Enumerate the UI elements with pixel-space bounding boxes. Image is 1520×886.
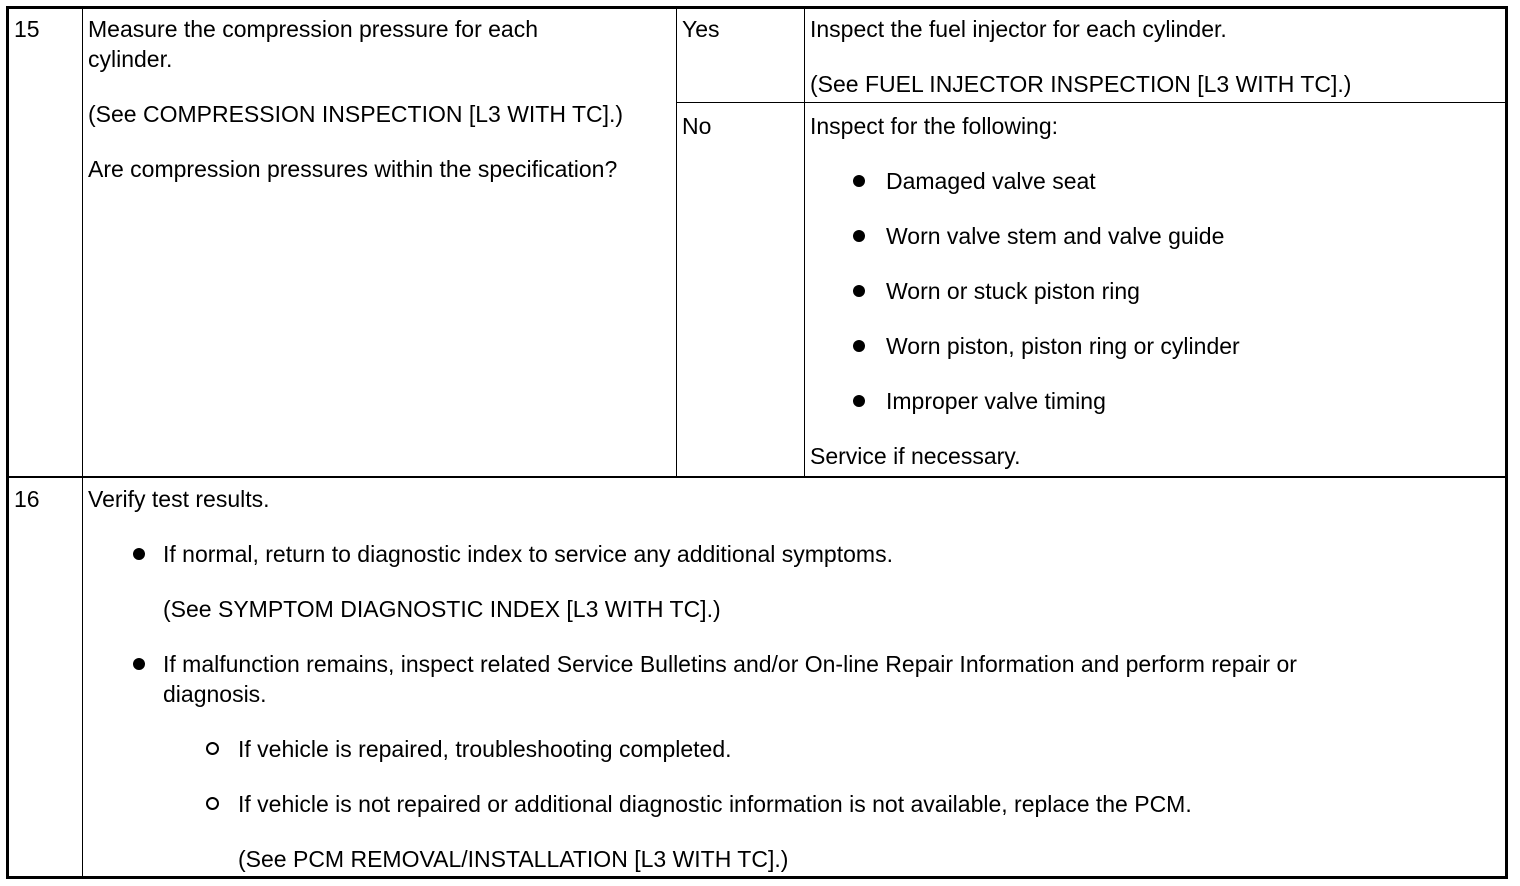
bullet-icon (853, 285, 865, 297)
list-item: Worn valve stem and valve guide (886, 223, 1225, 249)
result-no-label: No (682, 113, 712, 139)
circle-bullet-icon (206, 742, 219, 755)
list-item: Damaged valve seat (886, 168, 1096, 194)
step-column-divider (82, 6, 83, 879)
table-border-right (1505, 6, 1508, 879)
action-text-line2: cylinder. (88, 46, 173, 72)
list-item: Worn or stuck piston ring (886, 278, 1140, 304)
no-intro-text: Inspect for the following: (810, 113, 1059, 139)
result-yes-label: Yes (682, 16, 720, 42)
list-item: Improper valve timing (886, 388, 1106, 414)
see-reference: (See PCM REMOVAL/INSTALLATION [L3 WITH TC].) (238, 846, 789, 872)
row-title: Verify test results. (88, 486, 270, 512)
table-border-left (6, 6, 9, 879)
bullet-icon (133, 658, 145, 670)
table-border-bottom (6, 876, 1508, 879)
bullet-text-line1: If malfunction remains, inspect related Service Bulletins and/or On-line Repair Information and perform repair or (163, 651, 1297, 677)
step-number: 15 (14, 16, 40, 42)
sub-bullet-text: If vehicle is repaired, troubleshooting completed. (238, 736, 732, 762)
bullet-icon (853, 340, 865, 352)
see-reference: (See COMPRESSION INSPECTION [L3 WITH TC].) (88, 101, 624, 127)
see-reference: (See SYMPTOM DIAGNOSTIC INDEX [L3 WITH TC].) (163, 596, 721, 622)
step-number: 16 (14, 486, 40, 512)
yes-no-divider (676, 102, 1506, 103)
yes-action-text: Inspect the fuel injector for each cylinder. (810, 16, 1227, 42)
action-column-divider (804, 6, 805, 477)
no-outro-text: Service if necessary. (810, 443, 1021, 469)
bullet-icon (853, 230, 865, 242)
sub-bullet-text: If vehicle is not repaired or additional diagnostic information is not available, replace the PCM. (238, 791, 1192, 817)
list-item: Worn piston, piston ring or cylinder (886, 333, 1240, 359)
action-text-line1: Measure the compression pressure for each (88, 16, 538, 42)
table-border-top (6, 6, 1508, 9)
yes-see-reference: (See FUEL INJECTOR INSPECTION [L3 WITH TC].) (810, 71, 1352, 97)
circle-bullet-icon (206, 797, 219, 810)
bullet-icon (853, 395, 865, 407)
bullet-icon (853, 175, 865, 187)
bullet-text: If normal, return to diagnostic index to service any additional symptoms. (163, 541, 893, 567)
bullet-icon (133, 548, 145, 560)
result-column-divider (676, 6, 677, 477)
question-text: Are compression pressures within the specification? (88, 156, 618, 182)
bullet-text-line2: diagnosis. (163, 681, 267, 707)
row-divider (6, 476, 1508, 478)
